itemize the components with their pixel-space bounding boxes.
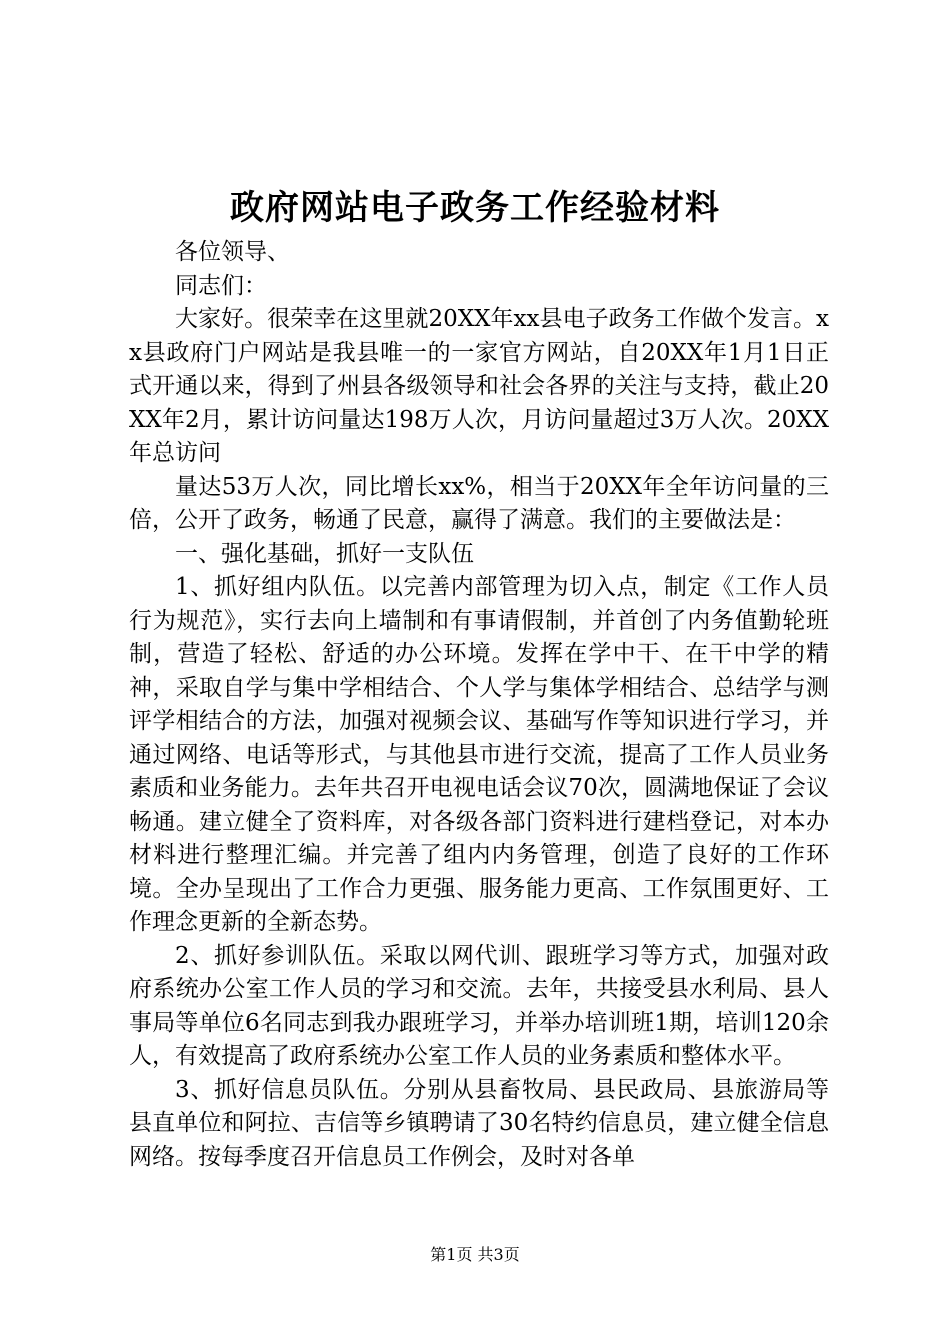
salutation-line-2: 同志们： (175, 272, 267, 299)
document-body (129, 236, 829, 1174)
body-paragraph: 1、抓好组内队伍。以完善内部管理为切入点，制定《工作人员行为规范》，实行去向上墙制和有事请假制，并首创了内务值勤轮班制，营造了轻松、舒适的办公环境。发挥在学中干、在干中学的精神，采取自学与集中学相结合、个人学与集体学相结合、总结学与测评学相结合的方法，加强对视频会议、基础写作等知识进行学习，并通过网络、电话等形式，与其他县市进行交流，提高了工作人员业务素质和业务能力。去年共召开电视电话会议70次，圆满地保证了会议畅通。建立健全了资料库，对各级各部门资料进行建档登记，对本办材料进行整理汇编。并完善了组内内务管理，创造了良好的工作环境。全办呈现出了工作合力更强、服务能力更高、工作氛围更好、工作理念更新的全新态势。 (129, 574, 829, 935)
body-paragraph: 大家好。很荣幸在这里就20XX年xx县电子政务工作做个发言。xx县政府门户网站是我县唯一的一家官方网站，自20XX年1月1日正式开通以来，得到了州县各级领导和社会各界的关注与支持，截止20XX年2月，累计访问量达198万人次，月访问量超过3万人次。20XX年总访问 (129, 306, 829, 466)
page-number-footer: 第1页 共3页 (430, 1245, 520, 1264)
document-title: 政府网站电子政务工作经验材料 (230, 188, 720, 228)
section-heading: 一、强化基础，抓好一支队伍 (175, 540, 474, 567)
body-paragraph: 3、抓好信息员队伍。分别从县畜牧局、县民政局、县旅游局等县直单位和阿拉、吉信等乡镇聘请了30名特约信息员，建立健全信息网络。按每季度召开信息员工作例会，及时对各单 (129, 1076, 829, 1170)
salutation-line-1: 各位领导、 (175, 239, 290, 265)
body-paragraph: 2、抓好参训队伍。采取以网代训、跟班学习等方式，加强对政府系统办公室工作人员的学习和交流。去年，共接受县水利局、县人事局等单位6名同志到我办跟班学习，并举办培训班1期，培训120余人，有效提高了政府系统办公室工作人员的业务素质和整体水平。 (129, 942, 829, 1069)
body-paragraph: 量达53万人次，同比增长xx%，相当于20XX年全年访问量的三倍，公开了政务，畅通了民意，赢得了满意。我们的主要做法是： (129, 473, 829, 533)
